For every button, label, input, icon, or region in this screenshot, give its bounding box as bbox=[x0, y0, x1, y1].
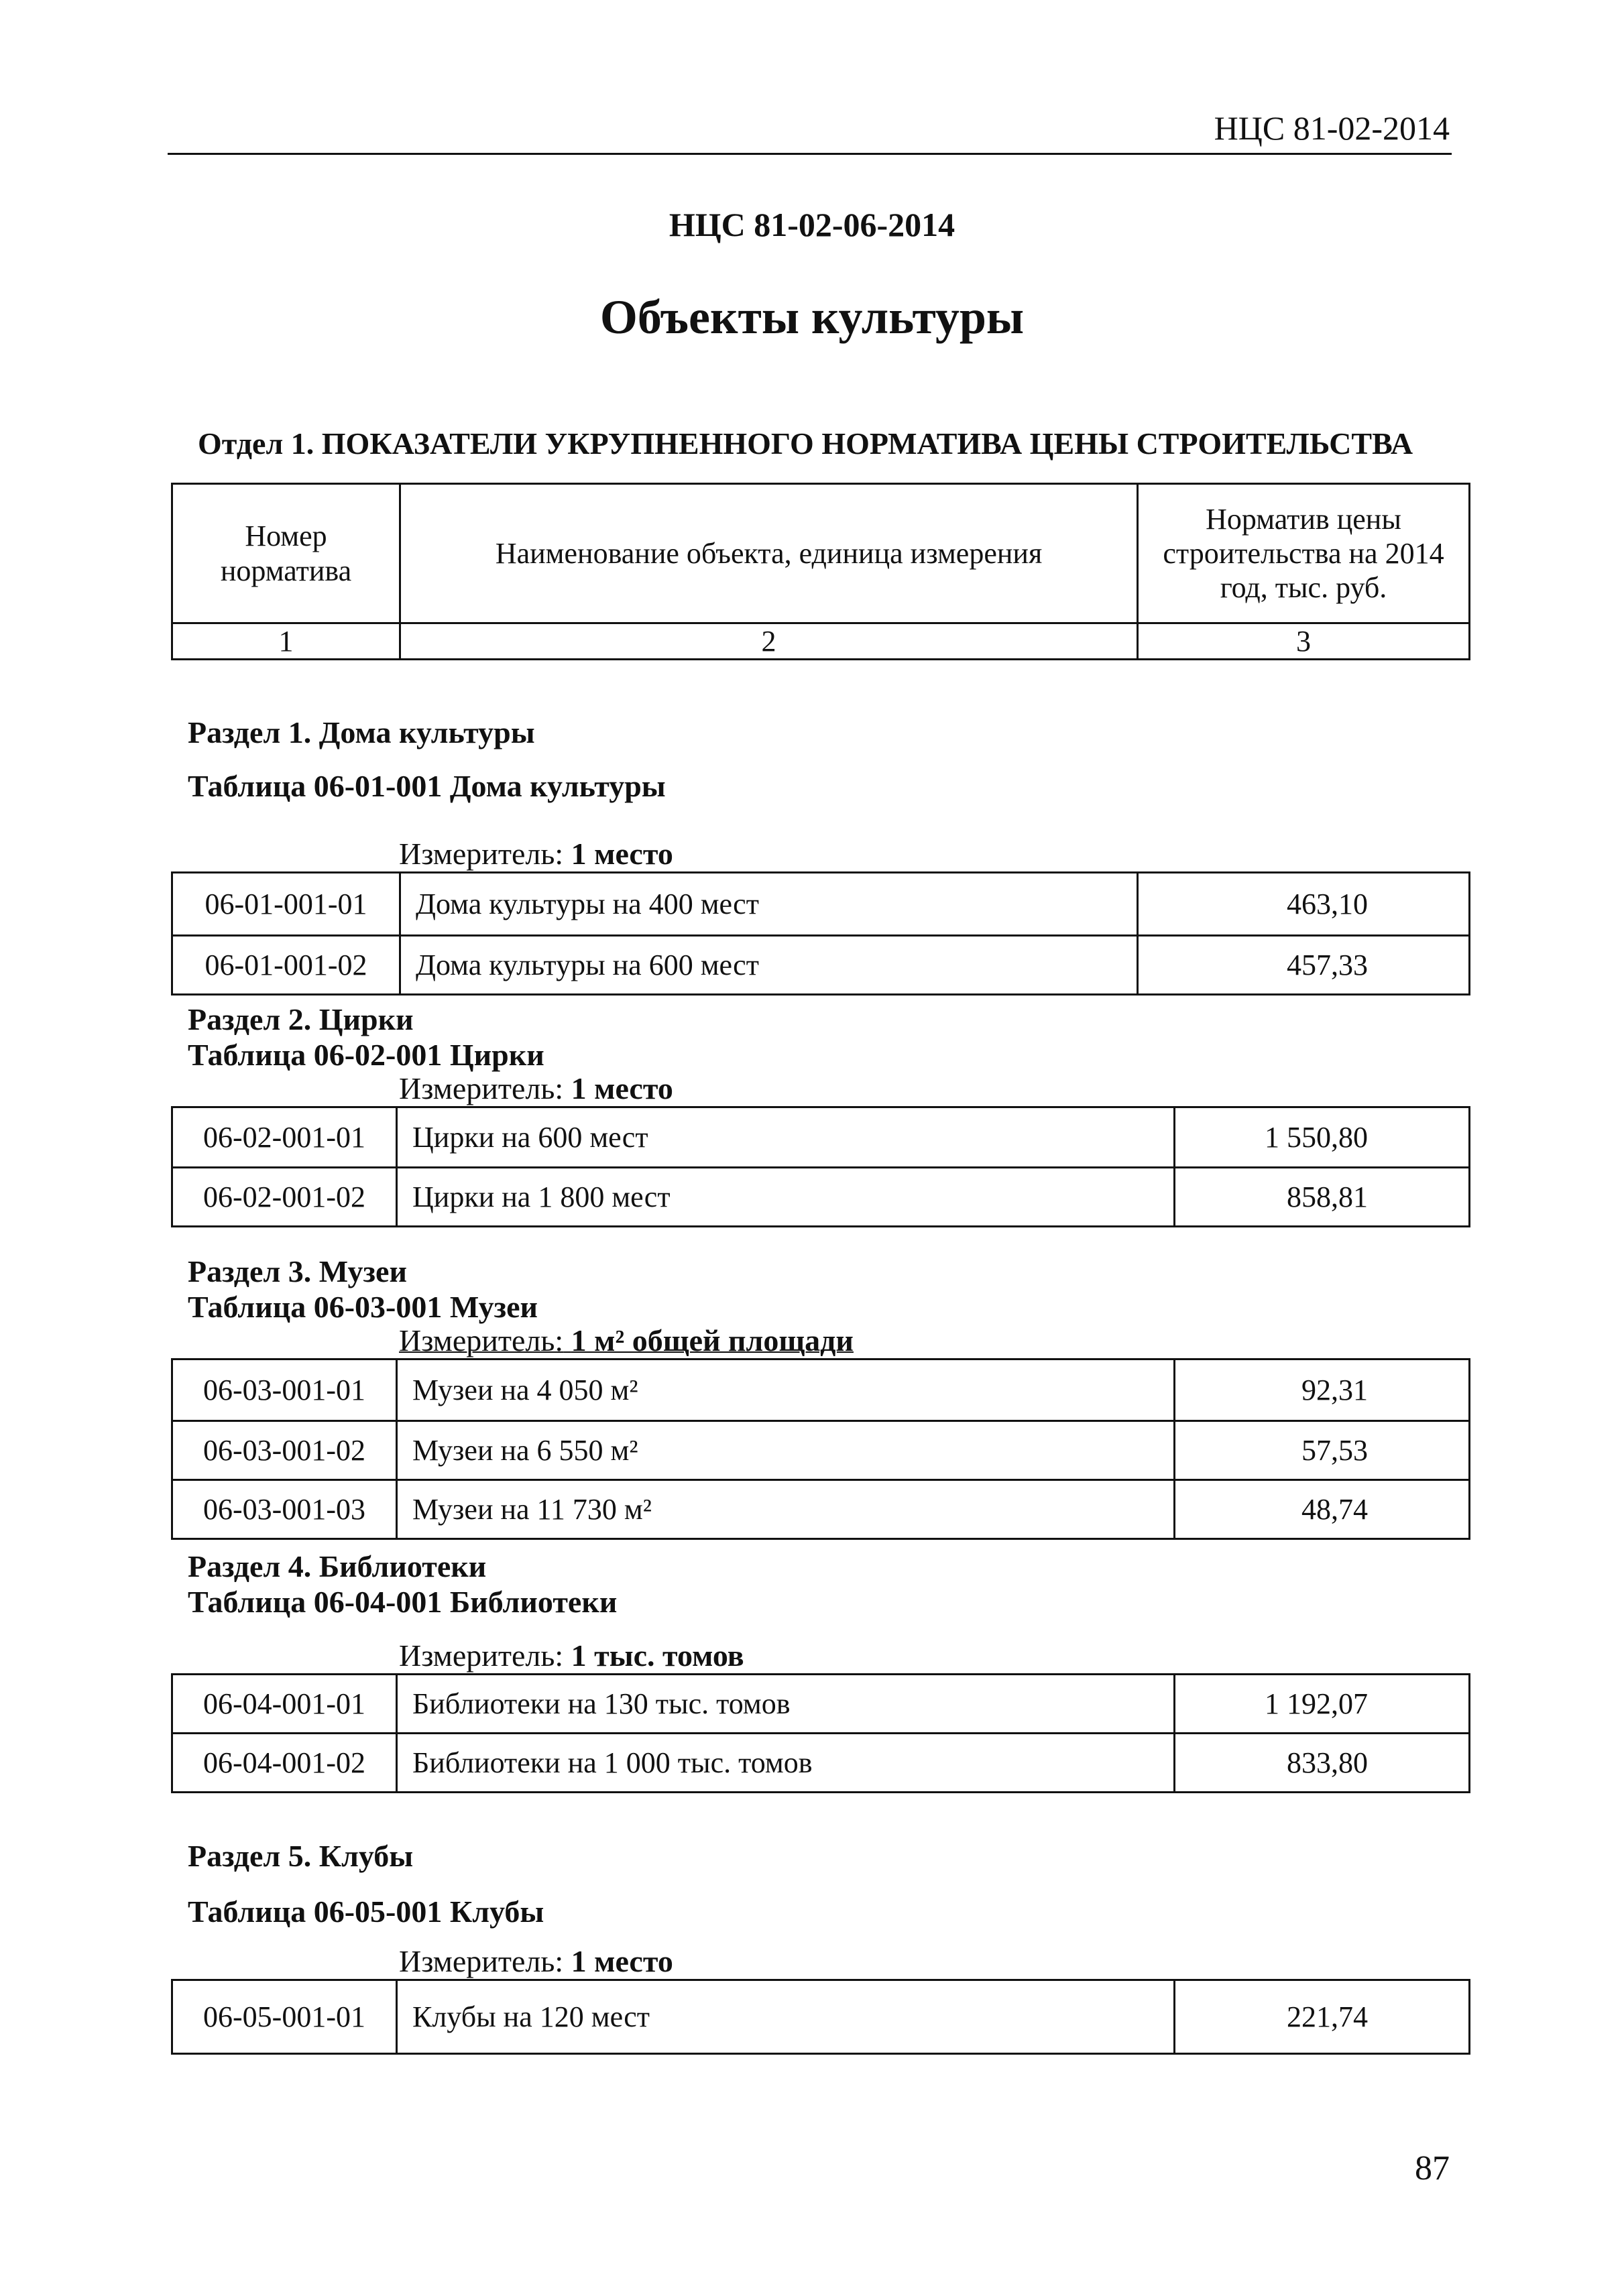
row-code: 06-03-001-02 bbox=[172, 1421, 397, 1480]
section-title: Раздел 5. Клубы bbox=[188, 1839, 414, 1873]
column-number-3: 3 bbox=[1138, 623, 1470, 660]
row-value: 1 192,07 bbox=[1175, 1675, 1470, 1734]
column-number-2: 2 bbox=[400, 623, 1138, 660]
row-value: 92,31 bbox=[1175, 1360, 1470, 1421]
row-value: 457,33 bbox=[1138, 936, 1470, 995]
measure-line bbox=[399, 1638, 744, 1673]
row-name: Библиотеки на 130 тыс. томов bbox=[397, 1675, 1175, 1734]
row-code: 06-04-001-02 bbox=[172, 1734, 397, 1793]
row-code: 06-01-001-01 bbox=[172, 873, 400, 936]
table-row bbox=[172, 1107, 1470, 1168]
row-code: 06-03-001-03 bbox=[172, 1480, 397, 1539]
table-row bbox=[172, 1980, 1470, 2054]
row-code: 06-02-001-02 bbox=[172, 1168, 397, 1227]
department-title: Отдел 1. ПОКАЗАТЕЛИ УКРУПНЕННОГО НОРМАТИВА ЦЕНЫ СТРОИТЕЛЬСТВА bbox=[198, 426, 1413, 461]
measure-value: 1 м² общей площади bbox=[571, 1323, 854, 1357]
measure-label: Измеритель: bbox=[399, 837, 564, 871]
table-row bbox=[172, 936, 1470, 995]
row-name: Клубы на 120 мест bbox=[397, 1980, 1175, 2054]
measure-label: Измеритель: bbox=[399, 1638, 564, 1673]
section-3-table bbox=[171, 1358, 1470, 1540]
page-number: 87 bbox=[1415, 2149, 1450, 2187]
measure-value: 1 место bbox=[571, 837, 673, 871]
row-value: 1 550,80 bbox=[1175, 1107, 1470, 1168]
section-title: Раздел 4. Библиотеки bbox=[188, 1549, 487, 1583]
row-code: 06-03-001-01 bbox=[172, 1360, 397, 1421]
measure-line bbox=[399, 1071, 673, 1106]
document-code: НЦС 81-02-06-2014 bbox=[669, 206, 955, 243]
table-row bbox=[172, 1734, 1470, 1793]
measure-line bbox=[399, 1323, 854, 1358]
measure-value: 1 тыс. томов bbox=[571, 1638, 744, 1673]
measure-label: Измеритель: bbox=[399, 1071, 564, 1105]
table-title: Таблица 06-03-001 Музеи bbox=[188, 1290, 538, 1324]
header-col-number: Номер норматива bbox=[172, 484, 400, 623]
table-row bbox=[172, 1480, 1470, 1539]
measure-label: Измеритель: bbox=[399, 1323, 564, 1357]
row-name: Музеи на 4 050 м² bbox=[397, 1360, 1175, 1421]
row-name: Музеи на 6 550 м² bbox=[397, 1421, 1175, 1480]
section-title: Раздел 3. Музеи bbox=[188, 1254, 407, 1288]
measure-line bbox=[399, 836, 673, 871]
section-title: Раздел 1. Дома культуры bbox=[188, 715, 535, 749]
table-row bbox=[172, 1675, 1470, 1734]
table-row bbox=[172, 1168, 1470, 1227]
row-value: 463,10 bbox=[1138, 873, 1470, 936]
section-5-table bbox=[171, 1979, 1470, 2055]
row-code: 06-02-001-01 bbox=[172, 1107, 397, 1168]
measure-value: 1 место bbox=[571, 1071, 673, 1105]
measure-line bbox=[399, 1943, 673, 1979]
table-row bbox=[172, 1421, 1470, 1480]
section-title: Раздел 2. Цирки bbox=[188, 1002, 414, 1036]
header-rule bbox=[168, 153, 1452, 155]
row-value: 57,53 bbox=[1175, 1421, 1470, 1480]
table-row bbox=[172, 873, 1470, 936]
table-title: Таблица 06-05-001 Клубы bbox=[188, 1894, 544, 1929]
measure-value: 1 место bbox=[571, 1944, 673, 1978]
document-title: Объекты культуры bbox=[599, 290, 1025, 344]
table-title: Таблица 06-02-001 Цирки bbox=[188, 1038, 544, 1072]
row-value: 48,74 bbox=[1175, 1480, 1470, 1539]
row-name: Музеи на 11 730 м² bbox=[397, 1480, 1175, 1539]
row-value: 858,81 bbox=[1175, 1168, 1470, 1227]
row-name: Дома культуры на 600 мест bbox=[400, 936, 1138, 995]
main-header-table bbox=[171, 483, 1470, 660]
row-name: Цирки на 600 мест bbox=[397, 1107, 1175, 1168]
section-4-table bbox=[171, 1673, 1470, 1793]
row-name: Цирки на 1 800 мест bbox=[397, 1168, 1175, 1227]
row-value: 833,80 bbox=[1175, 1734, 1470, 1793]
row-name: Библиотеки на 1 000 тыс. томов bbox=[397, 1734, 1175, 1793]
table-row bbox=[172, 1360, 1470, 1421]
row-code: 06-01-001-02 bbox=[172, 936, 400, 995]
row-code: 06-04-001-01 bbox=[172, 1675, 397, 1734]
section-2-table bbox=[171, 1106, 1470, 1227]
running-header-code: НЦС 81-02-2014 bbox=[1214, 109, 1450, 147]
row-name: Дома культуры на 400 мест bbox=[400, 873, 1138, 936]
table-title: Таблица 06-01-001 Дома культуры bbox=[188, 769, 666, 803]
row-code: 06-05-001-01 bbox=[172, 1980, 397, 2054]
measure-label: Измеритель: bbox=[399, 1944, 564, 1978]
column-number-1: 1 bbox=[172, 623, 400, 660]
table-title: Таблица 06-04-001 Библиотеки bbox=[188, 1585, 618, 1619]
row-value: 221,74 bbox=[1175, 1980, 1470, 2054]
section-1-table bbox=[171, 871, 1470, 995]
header-col-name: Наименование объекта, единица измерения bbox=[400, 484, 1138, 623]
header-col-price: Норматив цены строительства на 2014 год, тыс. руб. bbox=[1138, 484, 1470, 623]
